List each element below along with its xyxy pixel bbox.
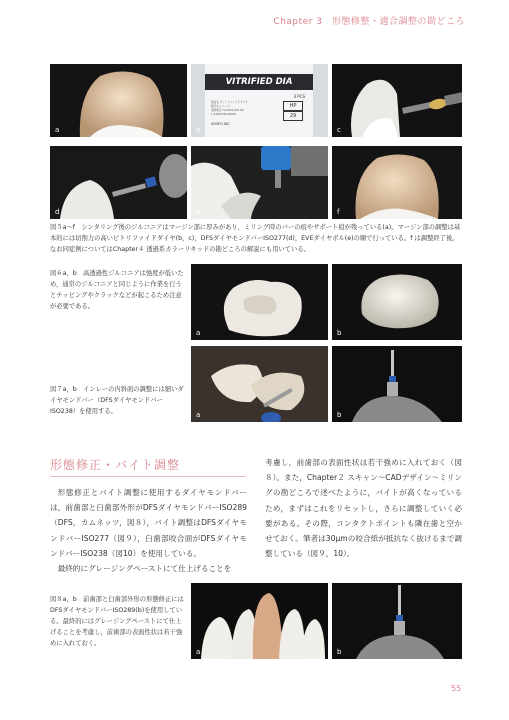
label-b: b: [337, 411, 342, 419]
fig7-caption: 図７a，b インレーの内斜面の調整には細いダイヤモンドバー（DFSダイヤモンドバーISO238）を使用する。: [50, 386, 184, 415]
box-label-lines: [211, 101, 275, 117]
polisher-image: [191, 146, 328, 219]
label-a: a: [196, 329, 201, 337]
photo-5a: [50, 64, 187, 137]
box-label-line: 販売名 シリーズ: [211, 105, 230, 108]
label-d: d: [55, 208, 60, 216]
section-title: 形態修正・バイト調整: [50, 458, 181, 472]
box-pcs: 3 PCS: [293, 94, 305, 99]
box-label-line: 商品名 ヴィトリファイドダイヤ: [211, 101, 248, 104]
zirconia-chip-image: [332, 264, 462, 340]
page-number: 55: [451, 684, 462, 693]
label-a: a: [196, 411, 201, 419]
diamond-bur-image: [50, 146, 187, 219]
photo-5b: [191, 64, 328, 137]
label-c: c: [337, 126, 341, 134]
box-code-bottom: 29: [283, 111, 303, 121]
label-a: a: [196, 648, 201, 656]
photo-7a: [191, 346, 328, 422]
photo-8b: [332, 583, 462, 659]
label-f: f: [337, 208, 340, 216]
body-left-paragraph: 最終的にグレージングペーストにて仕上げることを: [57, 564, 232, 574]
photo-8a: [191, 583, 328, 659]
body-right-paragraph: 考慮し，前歯部の表面性状は若干強めに入れておく（図８）。また，Chapter２ スキャン〜CADデザイン〜ミリングの勘どころで述べたように，バイトが高くなっているため，まずはこれをリセットし，さらに調整していく必要がある。その際，コンタクトポイントも隣在歯と空かせておく。筆者は30μmの咬合紙が抵抗なく抜けるまで調整している（図９，10）。: [265, 458, 462, 559]
zirconia-crown-image: [50, 64, 187, 137]
chapter-header: Chapter 3 形態修整・適合調整の勘どころ: [273, 17, 465, 27]
label-a: a: [55, 126, 60, 134]
anterior-teeth-image: [191, 583, 328, 659]
body-right-column: [265, 455, 462, 561]
photo-6b: [332, 264, 462, 340]
photo-5d: [50, 146, 187, 219]
photo-5e: [191, 146, 328, 219]
photo-6a: [191, 264, 328, 340]
body-left-column: [50, 485, 247, 576]
label-b: b: [196, 126, 201, 134]
high-translucency-zirconia-image: [191, 264, 328, 340]
body-left-paragraph: 形態修正とバイト調整に使用するダイヤモンドバーは，前歯部と臼歯部外形がDFSダイヤモンドバーISO289（DFS，カムネッツ，図８），バイト調整はDFSダイヤモンドバーISO277（図９），臼歯部咬合面がDFSダイヤモンドバーISO238（図10）を使用している。: [50, 488, 247, 558]
vitrified-dia-box: [205, 64, 313, 137]
inlay-adjustment-image: [191, 346, 328, 422]
box-brand: VITRIFIED DIA: [225, 77, 293, 87]
box-label-line: 1-23456789-00000: [211, 113, 236, 116]
photo-7b: [332, 346, 462, 422]
bur-grinding-image: [332, 64, 462, 137]
fig5-caption: 図５a〜f シンタリング後のジルコニアはマージン部に厚みがあり，ミリング時のバーの痕やサポート痕が残っている(a)。マージン部の調整は基本的には切削力の高いビトリファイドダイヤ(b，c)，DFSダイヤモンドバーISO277(d)，EVEダイヤポル(e)の順で行っている。f は調整終了後。なお同症例についてはChapter４ 透過系カラーリキッドの勘どころの解説にも用いている。: [50, 224, 461, 253]
label-b: b: [337, 329, 342, 337]
fig8-caption: 図８a，b 前歯部と臼歯部外形の形態修正にはDFSダイヤモンドバーISO289(b)を使用している。最終的にはグレージングペーストにて仕上げることを考慮し，前歯部の表面性状は若干強めに入れておく。: [50, 596, 184, 647]
iso289-bur-image: [332, 583, 462, 659]
photo-5c: [332, 64, 462, 137]
label-e: e: [196, 208, 201, 216]
fig6-caption: 図６a，b 高透過性ジルコニアは強度が低いため，通常のジルコニアと同じように作業を行うとチッピングやクラックなどが起こるため注意が必要である。: [50, 270, 184, 310]
label-b: b: [337, 648, 342, 656]
section-rule: [50, 476, 246, 477]
photo-5f: [332, 146, 462, 219]
box-maker: SHOFU INC.: [211, 122, 231, 126]
thin-diamond-bur-image: [332, 346, 462, 422]
box-code-top: HP: [283, 101, 303, 111]
finished-crown-image: [332, 146, 462, 219]
box-brand-band: [205, 74, 313, 90]
box-label-line: 保険算定 FG-0001-002 HP: [211, 109, 244, 112]
